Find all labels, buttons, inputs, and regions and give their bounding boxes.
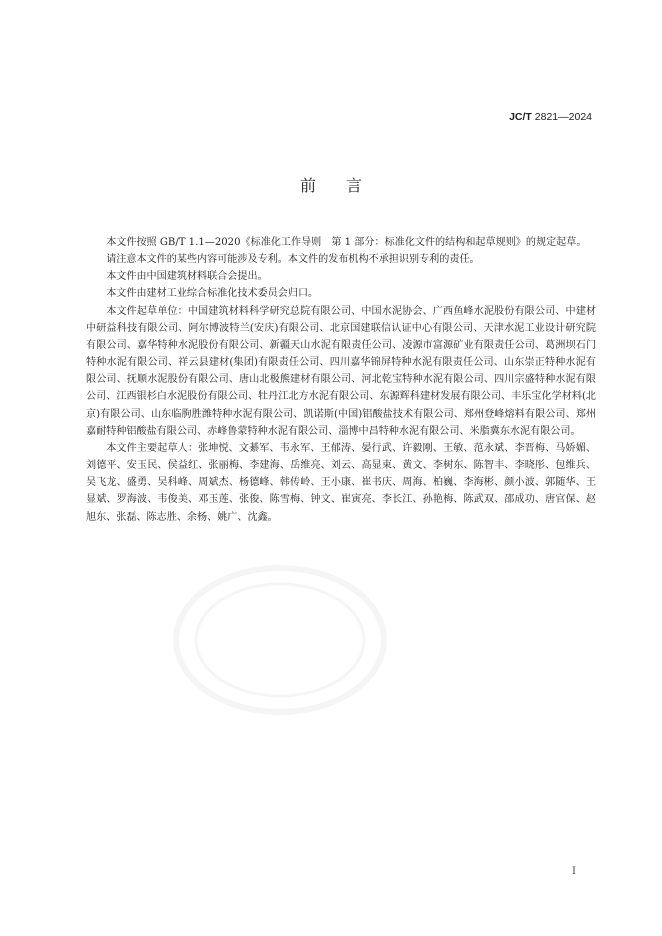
- paragraph-drafting-organizations: 本文件起草单位：中国建筑材料科学研究总院有限公司、中国水泥协会、广西鱼峰水泥股份有限公司、中建材中研益科技有限公司、阿尔博波特兰(安庆)有限公司、北京国建联信认证中心有限公司、天津水泥工业设计研究院有限公司、嘉华特种水泥股份有限公司、新疆天山水泥有限责任公司、凌源市富源矿业有限责任公司、葛洲坝石门特种水泥有限公司、祥云县建材(集团)有限责任公司、四川嘉华锦屏特种水泥有限责任公司、山东崇正特种水泥有限公司、抚顺水泥股份有限公司、唐山北极熊建材有限公司、河北乾宝特种水泥有限公司、四川宗盛特种水泥有限公司、江西银杉白水泥股份有限公司、牡丹江北方水泥有限公司、东源辉科建材发展有限公司、丰乐宝化学材料(北京)有限公司、山东临朐胜潍特种水泥有限公司、凯诺斯(中国)铝酸盐技术有限公司、郑州登峰熔料有限公司、郑州嘉耐特种铝酸盐有限公司、赤峰鲁蒙特种水泥有限公司、淄博中昌特种水泥有限公司、米脂冀东水泥有限公司。: [86, 305, 596, 437]
- paragraph-drafters: 本文件主要起草人：张坤悦、文綦军、韦永军、王郁涛、晏行武、许毅刚、王敏、范永斌、李晋梅、马娇媚、刘德平、安玉民、侯益红、张丽梅、李建海、岳维亮、刘云、高显束、黄文、李树东、陈智丰、李晓彤、包维兵、吴飞龙、盛勇、吴科峰、周斌杰、杨德峰、韩传岭、王小康、崔书庆、周海、柏巍、李海彬、颜小波、郭随华、王显斌、罗海波、韦俊美、邓玉莲、张俊、陈雪梅、钟文、崔寅亮、李长江、孙艳梅、陈武双、邵成功、唐官保、赵旭东、张磊、陈志胜、余杨、姚广、沈鑫。: [86, 442, 596, 523]
- watermark-seal: [170, 560, 390, 720]
- document-code-prefix: JC/T: [509, 111, 532, 123]
- document-code-number: 2821—2024: [534, 111, 592, 123]
- foreword-body: [86, 234, 596, 526]
- document-code: [509, 111, 592, 123]
- paragraph-centralized-by: 本文件由建材工业综合标准化技术委员会归口。: [106, 288, 319, 300]
- paragraph-patent-notice: 请注意本文件的某些内容可能涉及专利。本文件的发布机构不承担识别专利的责任。: [106, 254, 480, 266]
- page-number: I: [572, 866, 576, 877]
- page-title: 前言: [299, 176, 392, 195]
- paragraph-proposed-by: 本文件由中国建筑材料联合会提出。: [106, 271, 268, 283]
- paragraph-drafting-rules: 本文件按照 GB/T 1.1—2020《标准化工作导则 第 1 部分：标准化文件的结构和起草规则》的规定起草。: [106, 237, 587, 248]
